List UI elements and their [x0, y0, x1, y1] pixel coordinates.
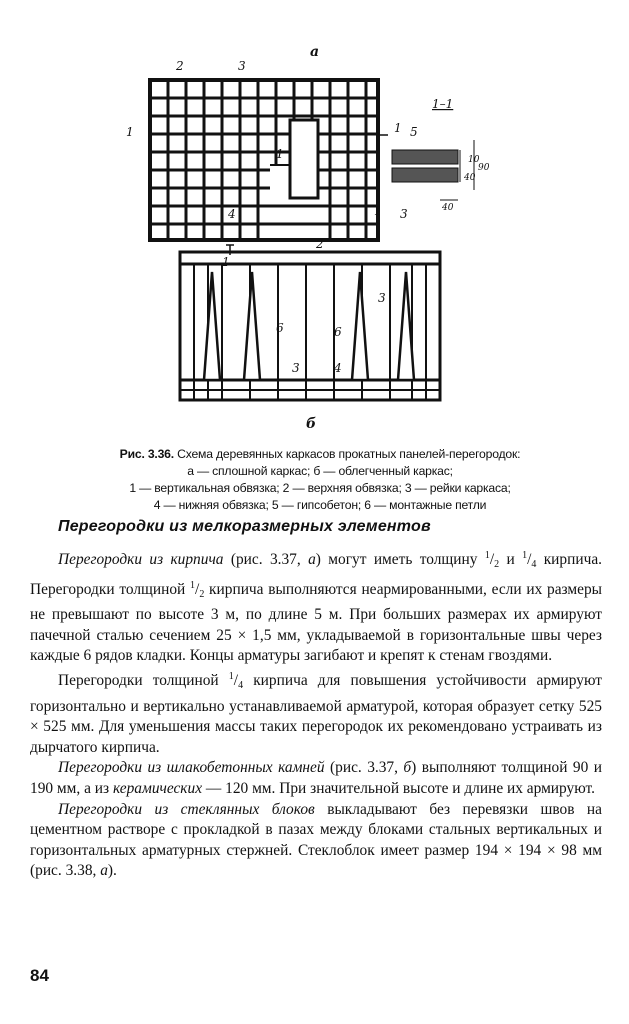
caption-line-4: 4 — нижняя обвязка; 5 — гипсобетон; 6 — монтажные петли [153, 498, 487, 512]
solid-frame-drawing [150, 80, 388, 255]
callouts-b [276, 237, 386, 375]
figure-label-b: б [306, 416, 317, 432]
figure-3-36 [110, 40, 530, 440]
fraction-quarter-2: $^1/_4$ [228, 670, 244, 691]
caption-line-1: Схема деревянных каркасов прокатных панелей-перегородок: [173, 447, 521, 461]
callout-b-4: 4 [334, 361, 342, 375]
callout-4: 4 [228, 207, 236, 221]
callout-1e: 1 [276, 147, 284, 161]
callout-b-2: 2 [316, 237, 324, 251]
section-mark: 1–1 [432, 97, 454, 111]
dim-40a: 40 [464, 173, 476, 183]
caption-label: Рис. 3.36. [119, 447, 174, 461]
callout-1d: 1 [222, 255, 230, 269]
figure-label-a: а [310, 44, 320, 60]
figure-caption [60, 446, 580, 514]
paragraph-slag-concrete: Перегородки из шлакобетонных камней (рис. 3.37, б) выполняют толщиной 90 и 190 мм, а из керамических — 120 мм. При значительной высоте и длине их армируют. [30, 759, 602, 797]
dim-40b: 40 [442, 203, 454, 213]
paragraph-brick: Перегородки из кирпича (рис. 3.37, а) могут иметь толщину $^1/_2$ и $^1/_4$ кирпича. Перегородки толщиной $^1/_2$ кирпича выполняются неармированными, если их размеры не превышают по высоте 3 м, по длине 5 м. При больших размерах их армируют пачечной сталью сечением 25 × 1,5 мм, укладываемой в горизонтальные швы через каждые 6 рядов кладки. Концы арматуры загибают и крепят к стенам гвоздями. [30, 550, 603, 665]
caption-line-2: а — сплошной каркас; б — облегченный каркас; [187, 464, 453, 478]
dim-90: 90 [478, 163, 490, 173]
callout-b-3: 3 [378, 291, 386, 305]
section-1-1 [392, 97, 490, 221]
callout-1b: 1 [374, 204, 382, 218]
fraction-quarter: $^1/_4$ [522, 550, 537, 570]
callout-1: 1 [126, 125, 134, 139]
fraction-half: $^1/_2$ [484, 550, 500, 570]
dim-10: 10 [468, 155, 480, 165]
paragraph-quarter-brick: Перегородки толщиной $^1/_4$ кирпича для повышения устойчивости армируют горизонтально и вертикально устанавливаемой арматурой, которая образует сетку 525 × 525 мм. Для уменьшения массы таких перегородок их рекомендовано устраивать из дырчатого кирпича. [30, 670, 602, 756]
fraction-half-2: $^1/_2$ [190, 579, 205, 600]
callout-3b: 3 [400, 207, 408, 221]
caption-line-3: 1 — вертикальная обвязка; 2 — верхняя обвязка; 3 — рейки каркаса; [129, 481, 511, 495]
term-brick: Перегородки из кирпича [58, 551, 224, 568]
paragraph-glass-blocks: Перегородки из стеклянных блоков выкладывают без перевязки швов на цементном растворе с прокладкой в пазах между блоками стальных вертикальных и горизонтальных арматурных стержней. Стеклоблок имеет размер 194 × 194 × 98 мм (рис. 3.38, а). [30, 800, 602, 880]
callout-b-3b: 3 [292, 361, 300, 375]
light-frame-drawing [180, 252, 440, 400]
callout-b-6a: 6 [276, 321, 284, 335]
frame-drawings [110, 40, 530, 440]
body-text [30, 546, 602, 882]
callout-3: 3 [238, 59, 246, 73]
callout-2: 2 [176, 59, 184, 73]
callout-b-6b: 6 [334, 325, 342, 339]
callout-5: 5 [410, 125, 418, 139]
section-title: Перегородки из мелкоразмерных элементов [58, 518, 431, 535]
page-number: 84 [30, 966, 49, 985]
callout-1c: 1 [394, 121, 402, 135]
